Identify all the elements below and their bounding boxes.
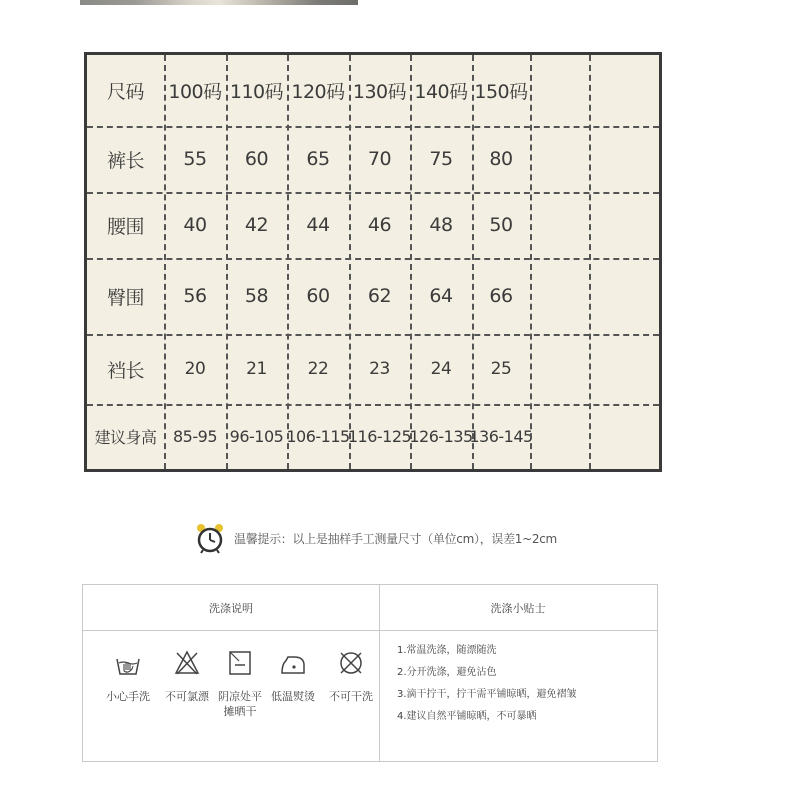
care-label-no-dry-clean: 不可干洗 <box>329 690 373 703</box>
size-grid-vline <box>410 55 412 469</box>
size-cell: 55 <box>183 148 207 170</box>
no-bleach-icon <box>174 650 200 676</box>
top-photo-strip <box>80 0 358 5</box>
size-grid-vline <box>226 55 228 469</box>
size-grid-hline <box>87 334 659 336</box>
size-column-header: 150码 <box>474 81 528 103</box>
shade-dry-flat-icon <box>227 650 253 676</box>
size-row-label: 腰围 <box>106 215 144 238</box>
size-chart-table <box>84 52 662 472</box>
care-tip-4: 4.建议自然平铺晾晒，不可暴晒 <box>397 711 537 722</box>
care-label-low-iron: 低温熨烫 <box>271 690 315 703</box>
size-column-header: 130码 <box>352 81 407 103</box>
size-row-label: 裤长 <box>106 149 144 172</box>
size-cell: 64 <box>429 285 453 307</box>
care-divider-horizontal <box>83 630 657 631</box>
notice <box>196 520 557 556</box>
size-cell: 136-145 <box>469 427 533 446</box>
size-column-header: 110码 <box>229 81 284 103</box>
care-tip-3: 3.滴干拧干，拧干需平铺晾晒，避免褶皱 <box>397 689 577 700</box>
size-cell: 22 <box>307 359 329 379</box>
size-column-header: 120码 <box>291 81 345 103</box>
size-cell: 42 <box>244 214 269 236</box>
care-left-title: 洗涤说明 <box>209 601 253 615</box>
size-grid-hline <box>87 192 659 194</box>
care-tip-2: 2.分开洗涤，避免沾色 <box>397 667 497 678</box>
size-cell: 48 <box>429 214 453 236</box>
size-cell: 60 <box>244 148 269 170</box>
size-cell: 21 <box>246 359 267 379</box>
size-cell: 85-95 <box>173 427 217 446</box>
size-row-label: 裆长 <box>106 359 144 382</box>
size-cell: 25 <box>490 359 512 379</box>
size-cell: 106-115 <box>286 427 350 446</box>
size-cell: 96-105 <box>229 427 284 446</box>
size-cell: 23 <box>369 359 390 379</box>
size-row-label: 臀围 <box>106 286 144 309</box>
size-column-header: 140码 <box>414 81 468 103</box>
size-cell: 20 <box>184 359 206 379</box>
size-row-label: 尺码 <box>106 81 144 103</box>
size-cell: 62 <box>367 285 392 307</box>
size-grid-vline <box>472 55 474 469</box>
care-right-title: 洗涤小贴士 <box>490 601 546 615</box>
alarm-clock-icon <box>196 522 224 554</box>
size-grid-vline <box>530 55 532 469</box>
size-grid-vline <box>287 55 289 469</box>
size-cell: 66 <box>489 285 513 307</box>
size-cell: 44 <box>306 214 330 236</box>
size-cell: 24 <box>430 359 452 379</box>
care-label-no-bleach: 不可氯漂 <box>165 690 209 703</box>
care-tip-1: 1.常温洗涤，随漂随洗 <box>397 645 497 656</box>
size-cell: 50 <box>489 214 513 236</box>
care-label-shade-dry-text: 阴凉处平 摊晒干 <box>218 690 262 718</box>
size-grid-hline <box>87 126 659 128</box>
size-cell: 65 <box>306 148 330 170</box>
care-instructions-table <box>82 584 658 762</box>
size-cell: 58 <box>244 285 269 307</box>
size-cell: 75 <box>429 148 453 170</box>
size-grid-vline <box>589 55 591 469</box>
care-divider-vertical <box>379 585 380 761</box>
notice-text: 温馨提示：以上是抽样手工测量尺寸（单位cm），误差1~2cm <box>234 531 557 546</box>
size-grid-vline <box>164 55 166 469</box>
hand-wash-icon <box>115 651 141 677</box>
size-cell: 70 <box>367 148 392 170</box>
size-cell: 56 <box>183 285 207 307</box>
no-dry-clean-icon <box>338 650 364 676</box>
size-cell: 46 <box>367 214 392 236</box>
care-label-hand-wash: 小心手洗 <box>106 690 150 703</box>
low-iron-icon <box>280 651 306 677</box>
size-cell: 116-125 <box>347 427 412 446</box>
size-cell: 80 <box>489 148 513 170</box>
size-grid-hline <box>87 404 659 406</box>
size-cell: 126-135 <box>409 427 473 446</box>
size-cell: 60 <box>306 285 330 307</box>
size-cell: 40 <box>183 214 207 236</box>
size-grid-vline <box>349 55 351 469</box>
size-column-header: 100码 <box>168 81 222 103</box>
size-row-label: 建议身高 <box>94 428 157 447</box>
size-grid-hline <box>87 258 659 260</box>
